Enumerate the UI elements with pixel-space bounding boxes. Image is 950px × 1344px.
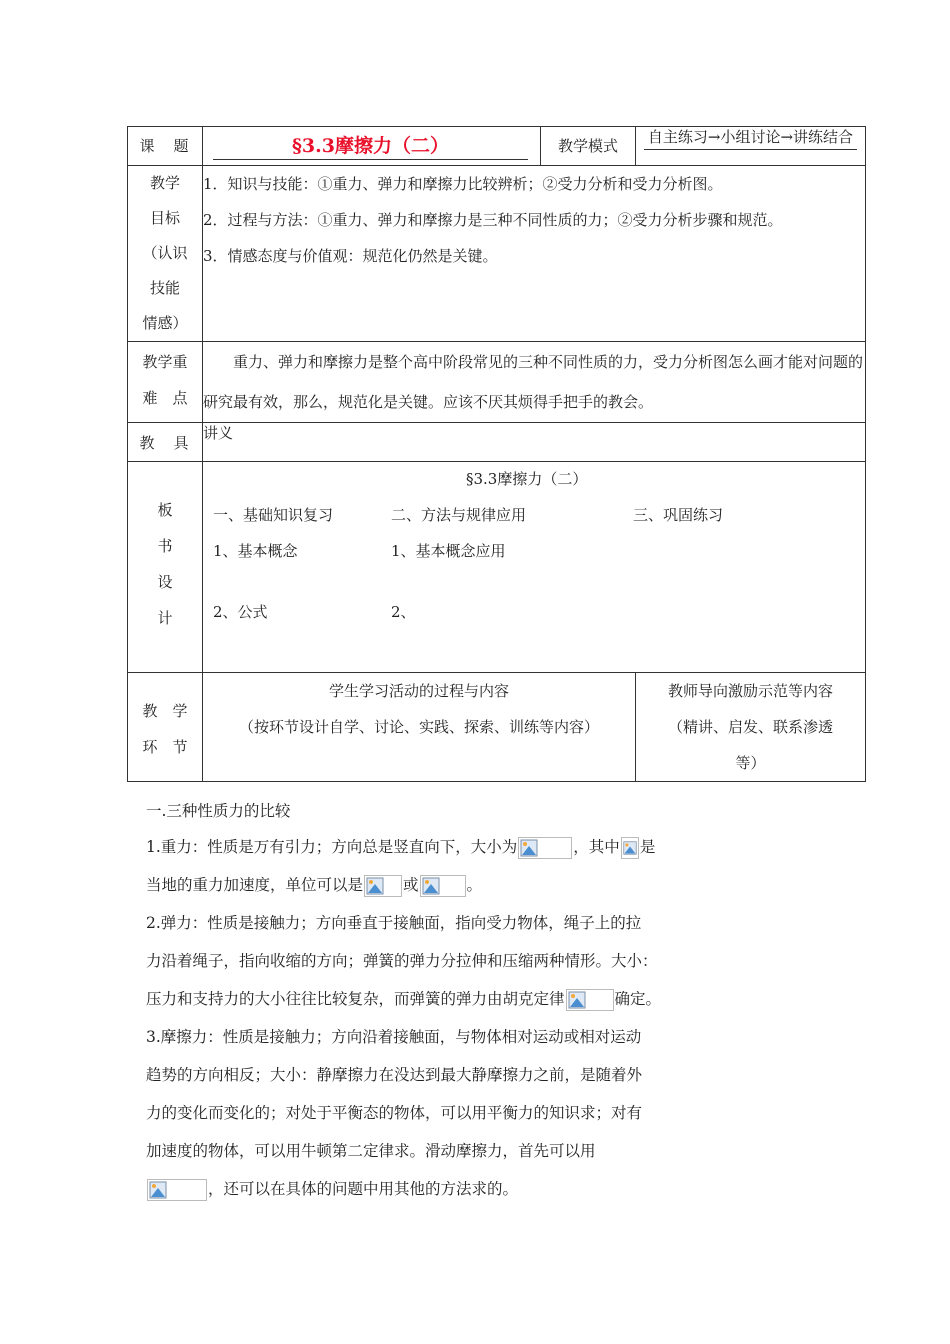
friction-line-4: 加速度的物体，可以用牛顿第二定律求。滑动摩擦力，首先可以用 [146, 1142, 596, 1160]
board-col1-head: 一、基础知识复习 [213, 506, 334, 524]
elastic-line-1: 2.弹力：性质是接触力；方向垂直于接触面，指向受力物体，绳子上的拉 [146, 914, 642, 932]
process-student-activity: 学生学习活动的过程与内容 （按环节设计自学、讨论、实践、探索、训练等内容） [203, 673, 636, 782]
formula-image-icon [364, 875, 402, 897]
goals-row [128, 166, 866, 342]
process-row [128, 673, 866, 782]
formula-image-icon [566, 989, 614, 1011]
board-col1-item1: 1、基本概念 [213, 542, 298, 560]
gravity-line-2: 当地的重力加速度，单位可以是 或 。 [146, 866, 706, 904]
lesson-title: §3.3摩擦力（二） [213, 133, 528, 160]
board-label: 板 书 设 计 [128, 462, 203, 673]
formula-image-icon [420, 875, 466, 897]
board-col1-item2: 2、公式 [213, 603, 268, 621]
elastic-line-2: 力沿着绳子，指向收缩的方向；弹簧的弹力分拉伸和压缩两种情形。大小： [146, 952, 658, 970]
board-col2-head: 二、方法与规律应用 [391, 506, 527, 524]
tools-label: 教 具 [128, 423, 203, 462]
board-col2-item1: 1、基本概念应用 [391, 542, 506, 560]
friction-line-2: 趋势的方向相反；大小：静摩擦力在没达到最大静摩擦力之前，是随着外 [146, 1066, 643, 1084]
tools-value: 讲义 [203, 423, 866, 462]
goal-item: 1．知识与技能：①重力、弹力和摩擦力比较辨析；②受力分析和受力分析图。 [203, 175, 723, 193]
keypoints-label: 教学重 难 点 [128, 342, 203, 423]
process-teacher-guidance: 教师导向激励示范等内容 （精讲、启发、联系渗透 等） [636, 673, 866, 782]
board-content [203, 462, 866, 673]
goal-item: 2．过程与方法：①重力、弹力和摩擦力是三种不同性质的力；②受力分析步骤和规范。 [203, 211, 783, 229]
friction-line-1: 3.摩擦力：性质是接触力；方向沿着接触面，与物体相对运动或相对运动 [146, 1028, 642, 1046]
tools-row [128, 423, 866, 462]
board-row [128, 462, 866, 673]
gravity-line-1: 1.重力：性质是万有引力；方向总是竖直向下，大小为 ，其中 是 [146, 828, 706, 866]
section-heading: 一.三种性质力的比较 [146, 802, 291, 820]
formula-image-icon [147, 1179, 207, 1201]
title-cell [203, 127, 541, 166]
mode-label: 教学模式 [541, 127, 636, 166]
keypoints-text: 重力、弹力和摩擦力是整个高中阶段常见的三种不同性质的力，受力分析图怎么画才能对问题的研究最有效，那么，规范化是关键。应该不厌其烦得手把手的教会。 [203, 342, 866, 423]
topic-label: 课 题 [128, 127, 203, 166]
board-col2-item2: 2、 [391, 603, 416, 621]
keypoints-row [128, 342, 866, 423]
friction-line-5: ，还可以在具体的问题中用其他的方法求的。 [146, 1170, 706, 1208]
mode-cell [636, 127, 866, 166]
formula-image-icon [621, 837, 639, 859]
lesson-plan-table [127, 126, 866, 782]
goals-content [203, 166, 866, 342]
header-row [128, 127, 866, 166]
lesson-body [146, 796, 706, 1208]
board-col3-head: 三、巩固练习 [633, 506, 724, 524]
elastic-line-3: 压力和支持力的大小往往比较复杂，而弹簧的弹力由胡克定律 确定。 [146, 980, 706, 1018]
goal-item: 3．情感态度与价值观：规范化仍然是关键。 [203, 247, 498, 265]
friction-line-3: 力的变化而变化的；对处于平衡态的物体，可以用平衡力的知识求；对有 [146, 1104, 643, 1122]
board-title: §3.3摩擦力（二） [466, 470, 588, 488]
goals-label: 教学 目标 （认识 技能 情感） [128, 166, 203, 342]
process-label: 教 学 环 节 [128, 673, 203, 782]
formula-image-icon [518, 837, 572, 859]
mode-value: 自主练习→小组讨论→讲练结合 [644, 130, 857, 150]
